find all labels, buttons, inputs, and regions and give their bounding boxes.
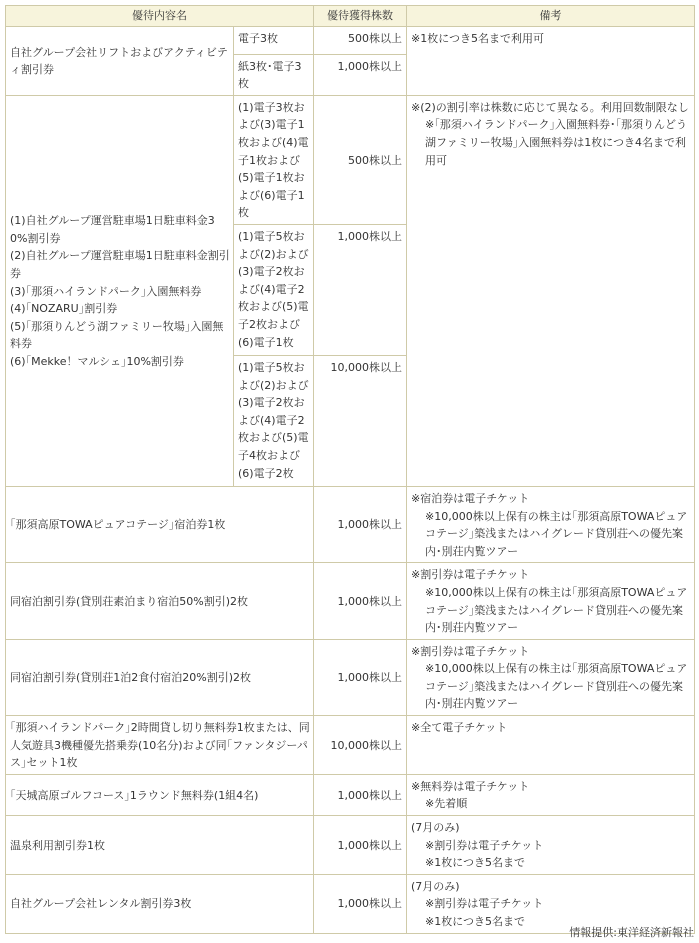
shares-required: 1,000株以上: [314, 874, 407, 933]
benefit-name-line: (1)自社グループ運営駐車場1日駐車料金30%割引券: [10, 214, 215, 245]
header-notes: 備考: [407, 6, 695, 27]
note-line: (7月のみ): [411, 879, 460, 893]
shares-required: 1,000株以上: [314, 639, 407, 715]
table-row: [6, 816, 695, 875]
benefit-name-line: (5)｢那須りんどう湖ファミリー牧場｣入園無料券: [10, 319, 224, 351]
note-line: ※10,000株以上保有の株主は｢那須高原TOWAピュアコテージ｣築浅またはハイグレード貸別荘への優先案内･別荘内覧ツアー: [425, 662, 688, 711]
note-line: ※1枚につき5名まで利用可: [411, 31, 544, 45]
benefit-condition: 紙3枚･電子3枚: [234, 54, 314, 95]
benefit-name: [6, 95, 234, 486]
shares-required: 10,000株以上: [314, 355, 407, 486]
note-line: ※先着順: [425, 797, 468, 811]
header-shares: 優待獲得株数: [314, 6, 407, 27]
note-line: ※割引券は電子チケット: [425, 897, 544, 911]
note-line: ※(2)の割引率は株数に応じて異なる。利用回数制限なし: [411, 100, 689, 114]
table-row: [6, 26, 695, 54]
note-line: ※割引券は電子チケット: [425, 838, 544, 852]
shares-required: 500株以上: [314, 26, 407, 54]
note-line: ※10,000株以上保有の株主は｢那須高原TOWAピュアコテージ｣築浅またはハイグレード貸別荘への優先案内･別荘内覧ツアー: [425, 509, 688, 558]
benefit-condition: (1)電子5枚および(2)および(3)電子2枚および(4)電子2枚および(5)電子2枚および(6)電子1枚: [234, 224, 314, 355]
benefit-note: [407, 774, 695, 815]
benefit-note: [407, 95, 695, 486]
note-line: ※全て電子チケット: [411, 721, 508, 735]
shares-required: 1,000株以上: [314, 486, 407, 562]
benefit-name-line: (4)｢NOZARU｣割引券: [10, 302, 118, 316]
table-row: [6, 639, 695, 715]
table-row: [6, 563, 695, 639]
table-row: [6, 716, 695, 775]
shares-required: 1,000株以上: [314, 54, 407, 95]
note-line: ※｢那須ハイランドパーク｣入園無料券･｢那須りんどう湖ファミリー牧場｣入園無料券は1枚につき4名まで利用可: [425, 118, 687, 167]
benefit-note: [407, 816, 695, 875]
note-line: ※割引券は電子チケット: [411, 644, 530, 658]
benefit-name: ｢天城高原ゴルフコース｣1ラウンド無料券(1組4名): [6, 774, 314, 815]
table-row: [6, 95, 695, 224]
benefits-table: [5, 5, 695, 934]
shares-required: 1,000株以上: [314, 224, 407, 355]
benefit-name: 温泉利用割引券1枚: [6, 816, 314, 875]
table-header-row: [6, 6, 695, 27]
benefit-note: [407, 26, 695, 95]
benefit-name: 自社グループ会社レンタル割引券3枚: [6, 874, 314, 933]
note-line: ※無料券は電子チケット: [411, 779, 530, 793]
note-line: ※1枚につき5名まで: [425, 915, 525, 928]
benefit-note: [407, 486, 695, 562]
benefit-name-line: (2)自社グループ運営駐車場1日駐車料金割引券: [10, 249, 230, 280]
source-credit: 情報提供:東洋経済新報社: [569, 926, 694, 939]
benefit-condition: (1)電子5枚および(2)および(3)電子2枚および(4)電子2枚および(5)電子4枚および(6)電子2枚: [234, 355, 314, 486]
benefit-name: ｢那須ハイランドパーク｣2時間貸し切り無料券1枚または、同人気遊具3機種優先搭乗券(10名分)および同｢ファンタジーパス｣セット1枚: [6, 716, 314, 775]
shares-required: 1,000株以上: [314, 816, 407, 875]
benefit-note: [407, 563, 695, 639]
shares-required: 1,000株以上: [314, 563, 407, 639]
shares-required: 1,000株以上: [314, 774, 407, 815]
benefit-name: 同宿泊割引券(貸別荘素泊まり宿泊50%割引)2枚: [6, 563, 314, 639]
benefit-name: 自社グループ会社リフトおよびアクティビティ割引券: [6, 26, 234, 95]
benefit-condition: 電子3枚: [234, 26, 314, 54]
benefit-name: ｢那須高原TOWAピュアコテージ｣宿泊券1枚: [6, 486, 314, 562]
benefit-name-line: (3)｢那須ハイランドパーク｣入園無料券: [10, 284, 202, 298]
benefit-note: [407, 639, 695, 715]
note-line: ※10,000株以上保有の株主は｢那須高原TOWAピュアコテージ｣築浅またはハイグレード貸別荘への優先案内･別荘内覧ツアー: [425, 585, 688, 635]
note-line: (7月のみ): [411, 821, 460, 835]
shares-required: 10,000株以上: [314, 716, 407, 775]
note-line: ※1枚につき5名まで: [425, 856, 525, 870]
benefit-note: [407, 716, 695, 775]
table-row: [6, 486, 695, 562]
note-line: ※宿泊券は電子チケット: [411, 491, 530, 505]
header-benefit-name: 優待内容名: [6, 6, 314, 27]
note-line: ※割引券は電子チケット: [411, 568, 530, 582]
table-row: [6, 774, 695, 815]
shares-required: 500株以上: [314, 95, 407, 224]
benefit-condition: (1)電子3枚および(3)電子1枚および(4)電子1枚および(5)電子1枚および(6)電子1枚: [234, 95, 314, 224]
benefit-name: 同宿泊割引券(貸別荘1泊2食付宿泊20%割引)2枚: [6, 639, 314, 715]
benefit-name-line: (6)｢Mekke！マルシェ｣10%割引券: [10, 354, 184, 368]
